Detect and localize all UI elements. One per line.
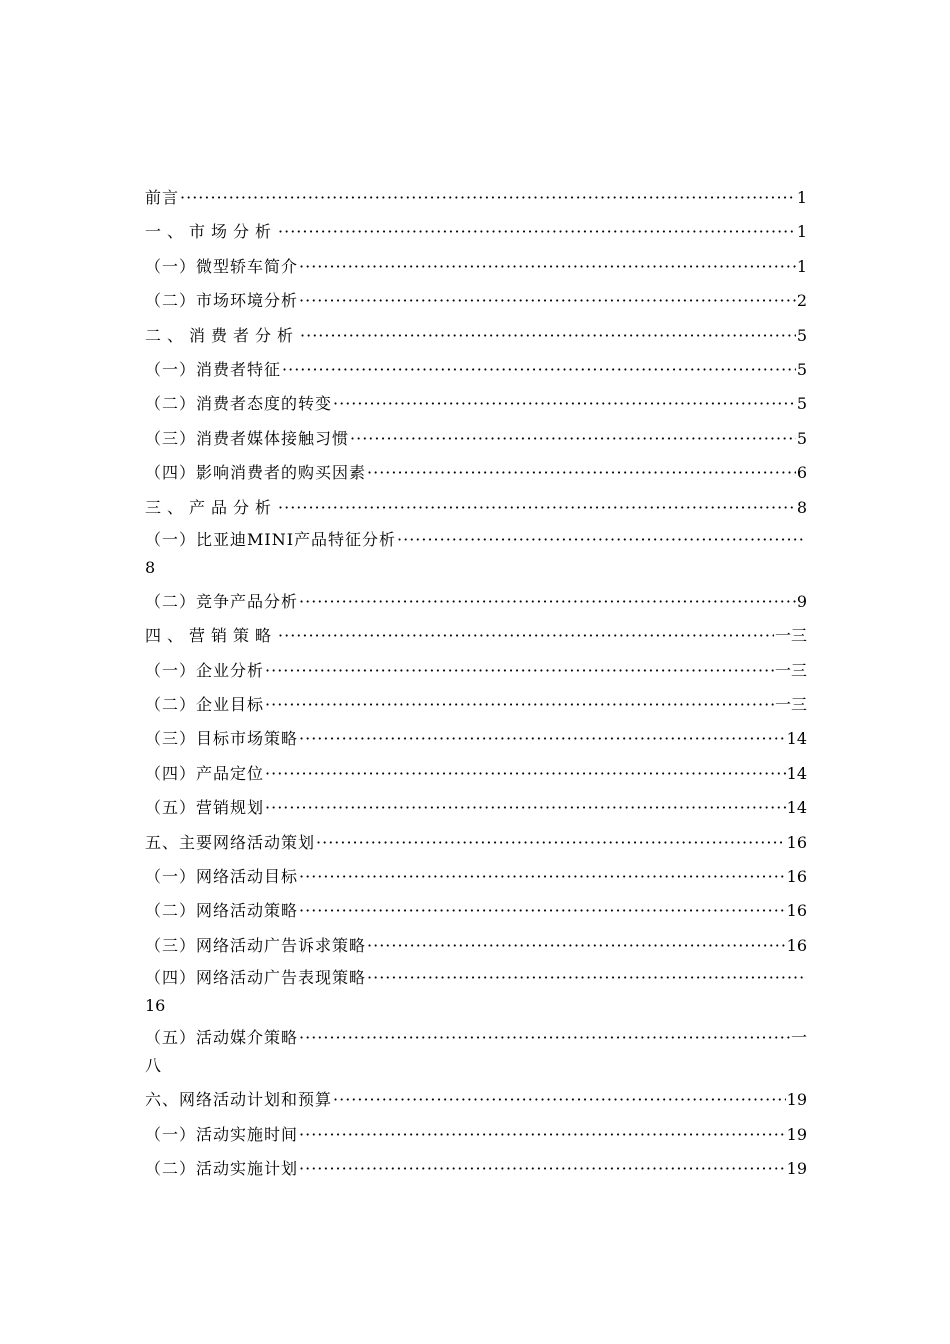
toc-entry	[145, 688, 807, 722]
toc-dot-leader	[367, 456, 796, 490]
toc-dot-leader	[333, 387, 796, 421]
toc-entry-page: 16	[786, 935, 807, 955]
toc-entry	[145, 963, 807, 1023]
toc-entry-page: 5	[796, 325, 807, 345]
toc-dot-leader	[299, 250, 796, 284]
toc-entry-title: 四、营销策略	[145, 626, 278, 646]
toc-entry-title: （四）网络活动广告表现策略	[145, 968, 367, 988]
toc-entry	[145, 215, 807, 249]
toc-entry-page: 16	[786, 901, 807, 921]
toc-entry	[145, 491, 807, 525]
toc-entry	[145, 319, 807, 353]
toc-entry-page: 19	[786, 1158, 807, 1178]
toc-entry-title: 三、产品分析	[145, 497, 278, 517]
toc-dot-leader	[299, 894, 786, 928]
toc-entry-title: （二）竞争产品分析	[145, 591, 299, 611]
toc-entry-page: 1	[796, 256, 807, 276]
toc-dot-leader	[265, 654, 774, 688]
toc-entry-page: 16	[786, 867, 807, 887]
toc-entry-title: 六、网络活动计划和预算	[145, 1090, 333, 1110]
toc-entry-page: 8	[145, 557, 156, 577]
toc-entry-page: 1	[796, 188, 807, 207]
toc-entry-page: 1	[796, 222, 807, 242]
toc-dot-leader	[265, 688, 774, 722]
toc-entry-page: 14	[786, 729, 807, 749]
toc-entry-title: （三）网络活动广告诉求策略	[145, 935, 367, 955]
toc-entry-page: 14	[786, 798, 807, 818]
toc-entry-page: 8	[796, 497, 807, 517]
toc-dot-leader	[282, 353, 796, 387]
toc-entry-title: （三）目标市场策略	[145, 729, 299, 749]
toc-entry-page-part: 八	[145, 1056, 162, 1076]
toc-entry	[145, 1118, 807, 1152]
toc-entry-page: 一三	[774, 695, 807, 715]
toc-entry-page: 9	[796, 591, 807, 611]
toc-dot-leader	[278, 215, 796, 249]
toc-dot-leader	[299, 1152, 786, 1186]
toc-entry-title: （一）消费者特征	[145, 359, 282, 379]
toc-dot-leader	[367, 929, 786, 963]
toc-dot-leader	[333, 1083, 786, 1117]
toc-entry-page: 14	[786, 763, 807, 783]
toc-entry-page-part: 一	[790, 1028, 807, 1048]
toc-entry-title: （二）网络活动策略	[145, 901, 299, 921]
toc-entry	[145, 353, 807, 387]
toc-dot-leader	[300, 319, 796, 353]
toc-entry-title: 一、市场分析	[145, 222, 278, 242]
toc-entry-page: 6	[796, 463, 807, 483]
toc-dot-leader	[299, 585, 796, 619]
toc-entry	[145, 422, 807, 456]
toc-entry-title: 五、主要网络活动策划	[145, 832, 316, 852]
toc-entry	[145, 860, 807, 894]
toc-entry-title: （一）微型轿车简介	[145, 256, 299, 276]
toc-entry-page: 一三	[774, 626, 807, 646]
toc-entry	[145, 894, 807, 928]
toc-dot-leader	[278, 491, 796, 525]
toc-entry-title: 二、消费者分析	[145, 325, 300, 345]
toc-entry-page: 16	[786, 832, 807, 852]
toc-entry-page: 一三	[774, 660, 807, 680]
toc-entry-page: 19	[786, 1090, 807, 1110]
toc-dot-leader	[278, 619, 774, 653]
toc-entry-page: 16	[145, 996, 166, 1016]
toc-entry-title: （二）活动实施计划	[145, 1158, 299, 1178]
toc-entry	[145, 791, 807, 825]
toc-dot-leader	[299, 1023, 790, 1053]
toc-entry	[145, 654, 807, 688]
toc-entry	[145, 1083, 807, 1117]
toc-entry	[145, 387, 807, 421]
toc-entry	[145, 284, 807, 318]
toc-entry-page: 2	[796, 291, 807, 311]
toc-entry	[145, 585, 807, 619]
toc-entry	[145, 181, 807, 215]
toc-dot-leader	[367, 963, 806, 993]
toc-entry-title: （二）消费者态度的转变	[145, 394, 333, 414]
toc-entry-title: （五）营销规划	[145, 798, 265, 818]
toc-entry-title: （三）消费者媒体接触习惯	[145, 428, 350, 448]
toc-entry	[145, 456, 807, 490]
toc-dot-leader	[299, 722, 786, 756]
toc-dot-leader	[180, 181, 796, 215]
toc-entry-title: （四）产品定位	[145, 763, 265, 783]
toc-entry-page: 5	[796, 428, 807, 448]
toc-entry	[145, 250, 807, 284]
toc-entry	[145, 525, 807, 585]
toc-entry-title: （一）网络活动目标	[145, 867, 299, 887]
toc-entry	[145, 722, 807, 756]
toc-entry	[145, 1023, 807, 1083]
toc-entry	[145, 619, 807, 653]
toc-dot-leader	[265, 791, 786, 825]
toc-entry-title: 前言	[145, 188, 180, 207]
toc-dot-leader	[316, 826, 786, 860]
toc-entry-title: （一）比亚迪MINI产品特征分析	[145, 529, 397, 549]
table-of-contents	[145, 181, 807, 1186]
toc-dot-leader	[299, 284, 796, 318]
toc-entry-title: （二）企业目标	[145, 695, 265, 715]
toc-dot-leader	[299, 860, 786, 894]
toc-entry	[145, 929, 807, 963]
toc-entry-page: 5	[796, 359, 807, 379]
toc-entry-title: （五）活动媒介策略	[145, 1028, 299, 1048]
toc-entry-page: 19	[786, 1124, 807, 1144]
toc-entry-page: 5	[796, 394, 807, 414]
toc-entry	[145, 826, 807, 860]
toc-entry-title: （一）活动实施时间	[145, 1124, 299, 1144]
toc-dot-leader	[350, 422, 796, 456]
toc-dot-leader	[299, 1118, 786, 1152]
toc-dot-leader	[397, 525, 806, 555]
toc-entry	[145, 1152, 807, 1186]
toc-entry-title: （一）企业分析	[145, 660, 265, 680]
toc-entry	[145, 757, 807, 791]
toc-entry-title: （四）影响消费者的购买因素	[145, 463, 367, 483]
toc-entry-title: （二）市场环境分析	[145, 291, 299, 311]
toc-dot-leader	[265, 757, 786, 791]
